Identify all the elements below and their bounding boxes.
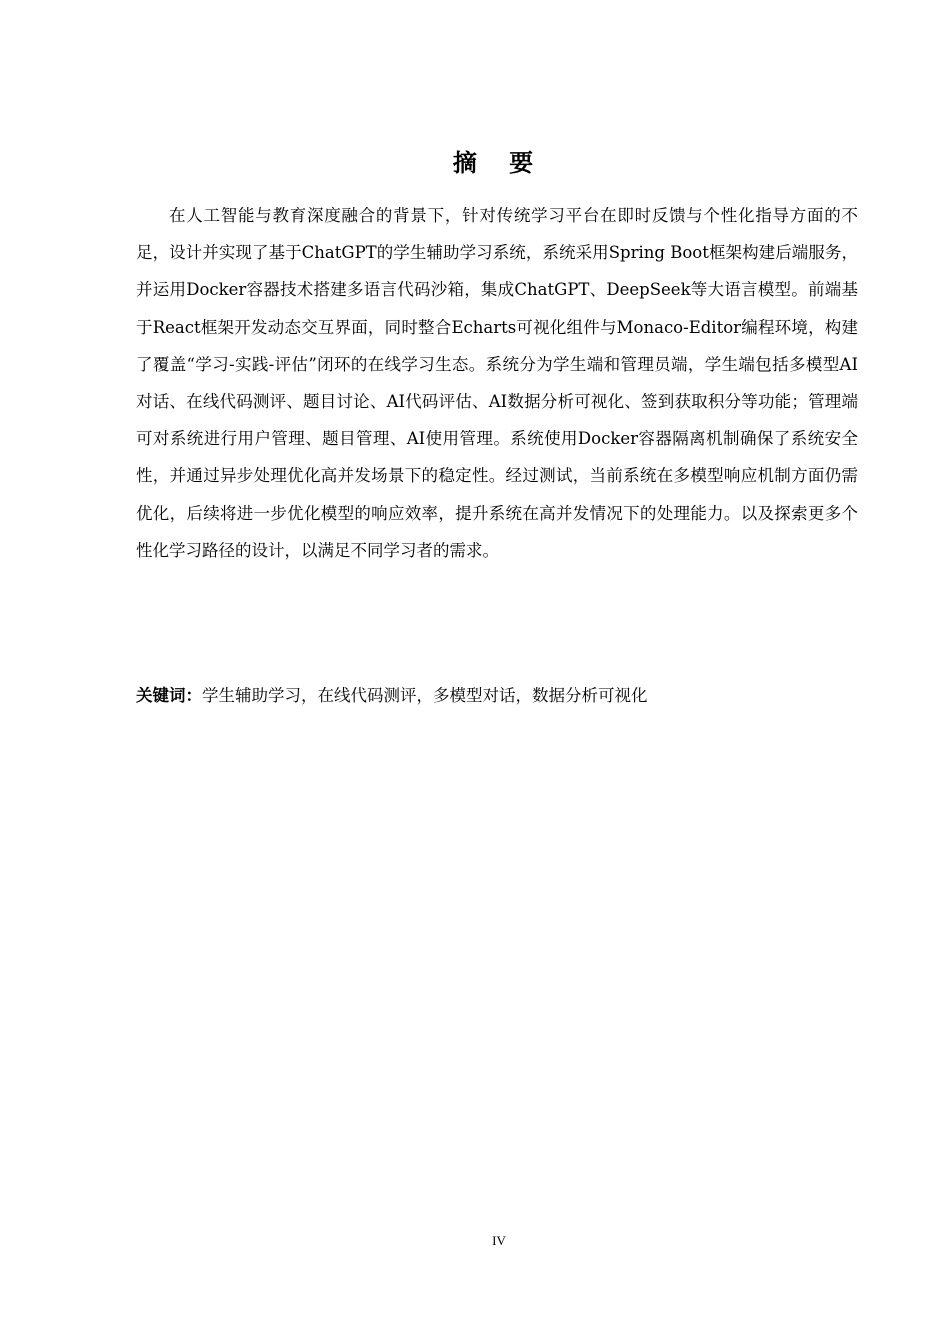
keywords-text: 学生辅助学习，在线代码测评，多模型对话，数据分析可视化 (202, 686, 648, 705)
abstract-body: 在人工智能与教育深度融合的背景下，针对传统学习平台在即时反馈与个性化指导方面的不足，设计并实现了基于ChatGPT的学生辅助学习系统，系统采用Spring Boot框架构建后端服务，并运用Docker容器技术搭建多语言代码沙箱，集成ChatGPT、DeepSeek等大语言模型。前端基于React框架开发动态交互界面，同时整合Echarts可视化组件与Monaco-Editor编程环境，构建了覆盖“学习-实践-评估”闭环的在线学习生态。系统分为学生端和管理员端，学生端包括多模型AI对话、在线代码测评、题目讨论、AI代码评估、AI数据分析可视化、签到获取积分等功能；管理端可对系统进行用户管理、题目管理、AI使用管理。系统使用Docker容器隔离机制确保了系统安全性，并通过异步处理优化高并发场景下的稳定性。经过测试，当前系统在多模型响应机制方面仍需优化，后续将进一步优化模型的响应效率，提升系统在高并发情况下的处理能力。以及探索更多个性化学习路径的设计，以满足不同学习者的需求。 (136, 206, 858, 560)
keywords-label: 关键词： (136, 686, 202, 705)
keywords-line (136, 680, 858, 712)
abstract-title: 摘 要 (452, 149, 546, 177)
page-number: IV (492, 1233, 506, 1248)
